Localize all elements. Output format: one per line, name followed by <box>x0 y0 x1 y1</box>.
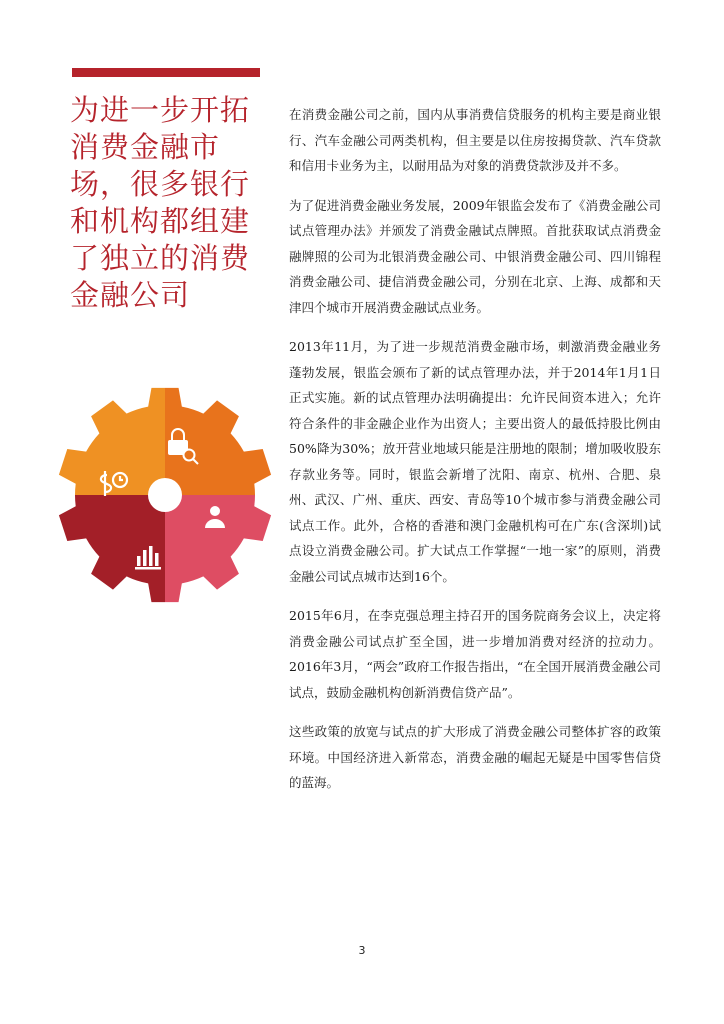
paragraph: 为了促进消费金融业务发展，2009年银监会发布了《消费金融公司试点管理办法》并颁发了消费金融试点牌照。首批获取试点消费金融牌照的公司为北银消费金融公司、中银消费金融公司、四川锦程消费金融公司、捷信消费金融公司，分别在北京、上海、成都和天津四个城市开展消费金融试点业务。 <box>289 197 661 315</box>
gear-hub <box>148 478 182 512</box>
gear-segment-bottom <box>56 495 165 604</box>
gear-segment-left <box>56 386 165 495</box>
paragraph: 这些政策的放宽与试点的扩大形成了消费金融公司整体扩容的政策环境。中国经济进入新常态，消费金融的崛起无疑是中国零售信贷的蓝海。 <box>289 724 661 790</box>
paragraph: 2015年6月，在李克强总理主持召开的国务院商务会议上，决定将消费金融公司试点扩至全国，进一步增加消费对经济的拉动力。2016年3月，“两会”政府工作报告指出，“在全国开展消费金融公司试点，鼓励金融机构创新消费信贷产品”。 <box>289 608 661 700</box>
page-number: 3 <box>358 944 366 957</box>
top-accent-bar <box>72 68 260 77</box>
paragraph: 2013年11月，为了进一步规范消费金融市场，刺激消费金融业务蓬勃发展，银监会颁布了新的试点管理办法，并于2014年1月1日正式实施。新的试点管理办法明确提出：允许民间资本进入；允许符合条件的非金融企业作为出资人；主要出资人的最低持股比例由50%降为30%；放开营业地域只能是注册地的限制；增加吸收股东存款业务等。同时，银监会新增了沈阳、南京、杭州、合肥、泉州、武汉、广州、重庆、西安、青岛等10个城市参与消费金融公司试点工作。此外，合格的香港和澳门金融机构可在广东(含深圳)试点设立消费金融公司。扩大试点工作掌握“一地一家”的原则，消费金融公司试点城市达到16个。 <box>289 339 661 584</box>
article-body <box>289 102 661 810</box>
gear-illustration <box>56 386 274 604</box>
headline: 为进一步开拓消费金融市场，很多银行和机构都组建了独立的消费金融公司 <box>70 93 251 312</box>
gear-graphic <box>56 386 274 604</box>
paragraph: 在消费金融公司之前，国内从事消费信贷服务的机构主要是商业银行、汽车金融公司两类机构，但主要是以住房按揭贷款、汽车贷款和信用卡业务为主，以耐用品为对象的消费贷款涉及并不多。 <box>289 107 661 173</box>
